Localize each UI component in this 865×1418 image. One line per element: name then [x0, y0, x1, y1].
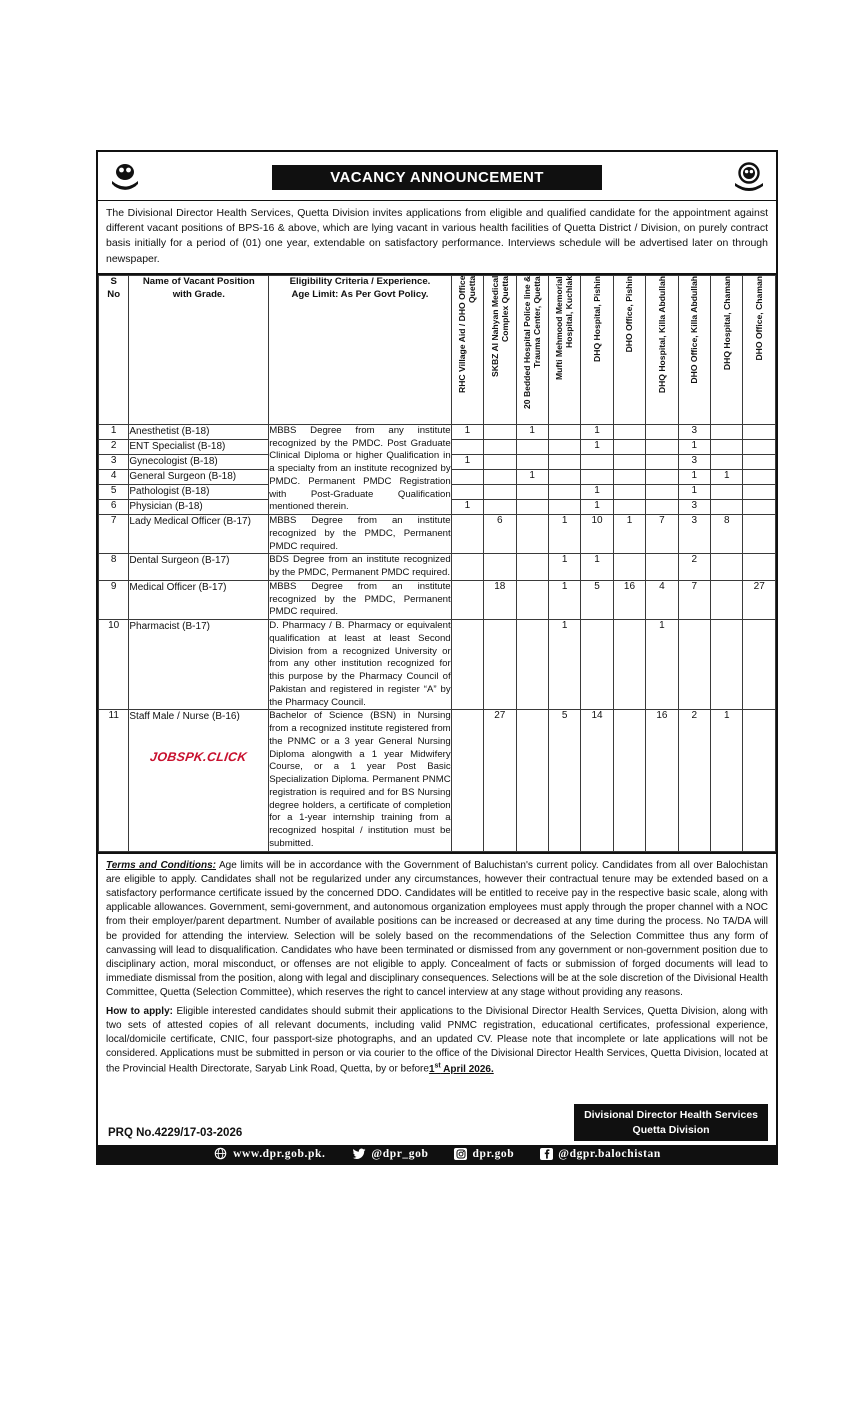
vacancy-count-cell: [743, 439, 776, 454]
vacancy-count-cell: [451, 710, 483, 851]
vacancy-count-cell: [613, 554, 645, 581]
row-position-name: Dental Surgeon (B-17): [129, 554, 269, 581]
website-label: www.dpr.gob.pk.: [233, 1147, 326, 1160]
deadline-ordinal: st: [434, 1062, 441, 1070]
instagram-icon: [454, 1148, 467, 1160]
vacancy-count-cell: 6: [484, 515, 516, 554]
vacancy-count-cell: 5: [548, 710, 580, 851]
vacancy-count-cell: [711, 554, 743, 581]
vacancy-count-cell: [516, 554, 548, 581]
row-position-name: Staff Male / Nurse (B-16) JOBSPK.CLICK: [129, 710, 269, 851]
row-position-name: ENT Specialist (B-18): [129, 439, 269, 454]
vacancy-count-cell: [743, 620, 776, 710]
vacancy-count-cell: 2: [678, 710, 710, 851]
how-to-apply-text: Eligible interested candidates should submit their applications to the Divisional Director Health Services, Quetta Division, along with two sets of attested copies of all relevant documents, including valid PNMC registration, educational certificates, professional experience, local/domicile certificate, CNIC, four passport-size photographs, and an updated CV. Please note that incomplete or late applications will not be considered. Applications must be submitted in person or via courier to the office of the Divisional Director Health Services, Quetta Division, located at the Provincial Health Directorate, Saryab Link Road, Quetta, by or before: [106, 1005, 768, 1075]
vacancy-count-cell: [451, 439, 483, 454]
row-serial-number: 3: [99, 454, 129, 469]
vacancy-count-cell: [711, 424, 743, 439]
facility-label: DHQ Hospital, Killa Abdullah: [656, 275, 667, 394]
column-header-facility-5: [613, 275, 645, 424]
vacancy-count-cell: [743, 710, 776, 851]
vacancy-count-cell: [646, 500, 678, 515]
vacancy-count-cell: [451, 580, 483, 619]
vacancy-count-cell: [451, 554, 483, 581]
row-serial-number: 5: [99, 485, 129, 500]
vacancy-count-cell: [484, 439, 516, 454]
vacancy-count-cell: 3: [678, 454, 710, 469]
row-serial-number: 7: [99, 515, 129, 554]
vacancy-count-cell: [743, 469, 776, 484]
vacancy-count-cell: 1: [451, 500, 483, 515]
column-header-position: Name of Vacant Position with Grade.: [129, 275, 269, 424]
vacancy-count-cell: [613, 469, 645, 484]
vacancy-count-cell: [743, 500, 776, 515]
vacancy-count-cell: [613, 454, 645, 469]
row-eligibility-criteria: Bachelor of Science (BSN) in Nursing from a recognized institute registered from the PNMC or a 3 year General Nursing Diploma alongwith a 1 year Midwifery Course, or a 1 year Post Basic Specialization Diploma. Permanent PNMC registration is required and for BS Nursing degree holders, a certificate of completion for a 1-year internship training from a recognized hospital / institution must be submitted.: [269, 710, 451, 851]
table-row: [99, 554, 776, 581]
vacancy-count-cell: [711, 485, 743, 500]
vacancy-count-cell: [451, 469, 483, 484]
facility-label: Mufti Mehmood Memorial Hospital, Kuchlak: [554, 275, 575, 380]
vacancy-count-cell: 16: [613, 580, 645, 619]
facility-label: DHQ Hospital, Pishin: [591, 275, 602, 362]
vacancy-count-cell: [613, 500, 645, 515]
authority-line-1: Divisional Director Health Services: [584, 1109, 758, 1122]
row-position-name: Lady Medical Officer (B-17): [129, 515, 269, 554]
vacancy-count-cell: [646, 439, 678, 454]
vacancy-advertisement: [96, 150, 778, 1165]
how-to-apply-label: How to apply:: [106, 1005, 173, 1017]
vacancy-count-cell: [516, 580, 548, 619]
instagram-label: dpr.gob: [472, 1147, 515, 1160]
vacancy-count-cell: [646, 469, 678, 484]
vacancy-count-cell: 1: [516, 469, 548, 484]
vacancy-count-cell: [548, 500, 580, 515]
vacancy-count-cell: [516, 710, 548, 851]
vacancy-count-cell: [516, 485, 548, 500]
vacancy-count-cell: [613, 710, 645, 851]
social-media-bar: [98, 1145, 776, 1163]
vacancy-count-cell: 1: [581, 424, 613, 439]
row-position-name: Gynecologist (B-18): [129, 454, 269, 469]
row-serial-number: 10: [99, 620, 129, 710]
vacancy-count-cell: [646, 454, 678, 469]
vacancy-count-cell: 7: [678, 580, 710, 619]
twitter-label: @dpr_gob: [371, 1147, 429, 1160]
vacancy-count-cell: [516, 515, 548, 554]
vacancy-count-cell: 1: [678, 485, 710, 500]
row-eligibility-criteria: MBBS Degree from any institute recognized by the PMDC. Post Graduate Clinical Diploma or higher Qualification in a specialty from an institute recognized by PMDC. Permanent PMDC Registration with Post-Graduate Qualification mentioned therein.: [269, 424, 451, 514]
row-eligibility-criteria: D. Pharmacy / B. Pharmacy or equivalent qualification at least at least Second Division from a recognized University or from any other institution recognized for this purpose by the Pharmacy Council of Pakistan and registered in register “A” by the Pharmacy Council.: [269, 620, 451, 710]
vacancy-count-cell: [516, 620, 548, 710]
authority-signature-block: [574, 1104, 768, 1140]
authority-line-2: Quetta Division: [632, 1123, 710, 1136]
column-header-eligibility: Eligibility Criteria / Experience. Age Limit: As Per Govt Policy.: [269, 275, 451, 424]
vacancy-count-cell: [484, 424, 516, 439]
vacancy-count-cell: [581, 469, 613, 484]
table-row: [99, 580, 776, 619]
twitter-icon: [351, 1148, 366, 1160]
vacancy-count-cell: [743, 454, 776, 469]
vacancy-count-cell: 1: [711, 710, 743, 851]
vacancy-count-cell: 1: [548, 580, 580, 619]
facility-label: DHQ Hospital, Chaman: [721, 275, 732, 370]
vacancy-count-cell: 7: [646, 515, 678, 554]
vacancy-count-cell: 1: [451, 424, 483, 439]
vacancy-count-cell: [646, 485, 678, 500]
vacancy-count-cell: [484, 454, 516, 469]
column-header-facility-2: [516, 275, 548, 424]
facility-label: DHO Office, Pishin: [624, 275, 635, 353]
vacancy-count-cell: [711, 620, 743, 710]
vacancy-count-cell: [516, 454, 548, 469]
social-link-twitter[interactable]: [351, 1148, 428, 1160]
deadline-number: 1: [428, 1063, 435, 1075]
vacancy-count-cell: 1: [678, 469, 710, 484]
column-header-facility-1: [484, 275, 516, 424]
column-header-facility-3: [548, 275, 580, 424]
row-eligibility-criteria: MBBS Degree from an institute recognized by the PMDC, Permanent PMDC required.: [269, 580, 451, 619]
vacancy-count-cell: [743, 424, 776, 439]
vacancy-count-cell: 27: [743, 580, 776, 619]
vacancy-count-cell: 1: [581, 439, 613, 454]
watermark-jobspk: JOBSPK.CLICK: [149, 750, 249, 765]
vacancy-table-body: [99, 424, 776, 851]
deadline-month-year: April 2026.: [440, 1063, 494, 1075]
row-serial-number: 2: [99, 439, 129, 454]
vacancy-count-cell: [451, 620, 483, 710]
deadline-date: [429, 1064, 494, 1075]
vacancy-count-cell: [484, 485, 516, 500]
row-serial-number: 8: [99, 554, 129, 581]
advertisement-header: [98, 152, 776, 201]
row-serial-number: 9: [99, 580, 129, 619]
vacancy-count-cell: 5: [581, 580, 613, 619]
column-header-facility-9: [743, 275, 776, 424]
terms-text: Age limits will be in accordance with the Government of Baluchistan's current policy. Candidates from all over Balochistan are eligible to apply. Candidates shall not be regularized under any circumstances, however their contractual tenure may be extended based on a satisfactory performance certificate issued by the concerned DDO. Candidates will be entitled to receive pay in the respective basic scale, along with applicable allowances. Government, semi-government, and autonomous organization employees must apply through the proper channel with a NOC from their employer/parent department. Number of available positions can be increased or decreased at any time during the process. No TA/DA will be provided for attending the interview. Selection will be solely based on the recommendations of the Selection Committee thus any form of canvassing will lead to disqualification. Candidates who have been terminated or dismissed from any government or non-government position due to disciplinary action, moral misconduct, or offenses are not eligible to apply. Concealment of facts or submission of forged documents will lead to immediate dismissal from the position, along with legal and disciplinary consequences. Selections will be at the sole discretion of the Divisional Health Committee, Quetta (Selection Committee), which reserves the right to cancel interview at any stage without providing any reasons.: [106, 859, 769, 999]
facebook-label: @dgpr.balochistan: [558, 1147, 661, 1160]
social-link-website[interactable]: [213, 1148, 325, 1160]
vacancy-count-cell: [451, 485, 483, 500]
vacancy-count-cell: [581, 620, 613, 710]
vacancy-count-cell: [516, 439, 548, 454]
vacancy-count-cell: [516, 500, 548, 515]
row-serial-number: 4: [99, 469, 129, 484]
row-position-name: Anesthetist (B-18): [129, 424, 269, 439]
facility-label: RHC Village Aid / DHO Office Quetta: [457, 275, 478, 394]
vacancy-count-cell: [646, 424, 678, 439]
vacancy-count-cell: [711, 454, 743, 469]
globe-icon: [213, 1148, 228, 1160]
vacancy-count-cell: [451, 515, 483, 554]
vacancy-count-cell: [613, 424, 645, 439]
column-header-facility-7: [678, 275, 710, 424]
how-to-apply-section: [98, 1005, 776, 1083]
vacancy-count-cell: 1: [581, 554, 613, 581]
terms-and-conditions: [98, 852, 776, 1005]
vacancy-count-cell: 1: [581, 485, 613, 500]
vacancy-count-cell: 1: [548, 554, 580, 581]
vacancy-count-cell: [548, 454, 580, 469]
vacancy-count-cell: [646, 554, 678, 581]
vacancy-count-cell: [678, 620, 710, 710]
row-serial-number: 1: [99, 424, 129, 439]
vacancy-count-cell: 27: [484, 710, 516, 851]
vacancy-count-cell: [743, 515, 776, 554]
table-row: [99, 710, 776, 851]
vacancy-count-cell: 3: [678, 424, 710, 439]
vacancy-count-cell: 3: [678, 515, 710, 554]
title-container: [146, 165, 728, 190]
vacancy-count-cell: 4: [646, 580, 678, 619]
vacancy-count-cell: [711, 500, 743, 515]
signature-zone: [98, 1083, 776, 1145]
vacancy-count-cell: [548, 469, 580, 484]
terms-label: Terms and Conditions:: [106, 859, 217, 871]
vacancy-count-cell: [548, 424, 580, 439]
balochistan-govt-emblem-icon: [104, 157, 146, 197]
facebook-icon: [540, 1148, 553, 1160]
table-row: [99, 620, 776, 710]
vacancy-count-cell: [484, 469, 516, 484]
vacancy-count-cell: [548, 485, 580, 500]
vacancy-count-cell: 2: [678, 554, 710, 581]
social-link-instagram[interactable]: [454, 1148, 514, 1160]
vacancy-count-cell: 1: [516, 424, 548, 439]
vacancy-count-cell: 10: [581, 515, 613, 554]
vacancy-count-cell: 14: [581, 710, 613, 851]
column-header-facility-8: [711, 275, 743, 424]
vacancy-count-cell: [743, 554, 776, 581]
row-position-name: Physician (B-18): [129, 500, 269, 515]
vacancy-count-cell: [613, 620, 645, 710]
vacancy-count-cell: [484, 500, 516, 515]
vacancy-count-cell: 3: [678, 500, 710, 515]
vacancy-count-cell: 18: [484, 580, 516, 619]
table-row: [99, 424, 776, 439]
vacancy-count-cell: [581, 454, 613, 469]
row-eligibility-criteria: MBBS Degree from an institute recognized by the PMDC, Permanent PMDC required.: [269, 515, 451, 554]
vacancy-count-cell: [484, 620, 516, 710]
vacancy-count-cell: [743, 485, 776, 500]
vacancy-count-cell: 1: [548, 515, 580, 554]
row-position-name: Pharmacist (B-17): [129, 620, 269, 710]
facility-label: 20 Bedded Hospital Police line & Trauma Center, Quetta: [522, 275, 543, 410]
table-header-row: [99, 275, 776, 424]
vacancy-count-cell: [484, 554, 516, 581]
facility-label: DHO Office, Chaman: [754, 275, 765, 361]
prq-reference: PRQ No.4229/17-03-2026: [108, 1126, 243, 1139]
row-serial-number: 11: [99, 710, 129, 851]
row-position-name: Medical Officer (B-17): [129, 580, 269, 619]
row-position-name: General Surgeon (B-18): [129, 469, 269, 484]
facility-label: SKBZ Al Nahyan Medical Complex Quetta: [489, 275, 510, 378]
vacancy-count-cell: 1: [613, 515, 645, 554]
vacancy-count-cell: [613, 485, 645, 500]
column-header-sno: S No: [99, 275, 129, 424]
vacancy-count-cell: [548, 439, 580, 454]
page-title: VACANCY ANNOUNCEMENT: [272, 165, 602, 190]
facility-label: DHO Office, Killa Abdullah: [689, 275, 700, 384]
introduction-paragraph: The Divisional Director Health Services, Quetta Division invites applications from eligible and qualified candidate for the appointment against different vacant positions of BPS-16 & above, which are lying vacant in various health facilities of Quetta District / Division, on purely contract basis initially for a period of (01) one year, extendable on satisfactory performance. Interviews schedule will be advertised later on through newspaper.: [98, 201, 776, 275]
vacancy-count-cell: [613, 439, 645, 454]
vacancy-count-cell: 1: [451, 454, 483, 469]
row-position-name: Pathologist (B-18): [129, 485, 269, 500]
vacancy-count-cell: 1: [581, 500, 613, 515]
table-row: [99, 515, 776, 554]
column-header-facility-4: [581, 275, 613, 424]
health-department-emblem-icon: [728, 157, 770, 197]
vacancy-count-cell: [711, 439, 743, 454]
column-header-facility-6: [646, 275, 678, 424]
vacancy-count-cell: [711, 580, 743, 619]
vacancy-count-cell: 1: [678, 439, 710, 454]
row-eligibility-criteria: BDS Degree from an institute recognized by the PMDC, Permanent PMDC required.: [269, 554, 451, 581]
vacancy-count-cell: 1: [646, 620, 678, 710]
vacancy-count-cell: 8: [711, 515, 743, 554]
vacancy-count-cell: 16: [646, 710, 678, 851]
column-header-facility-0: [451, 275, 483, 424]
vacancy-count-cell: 1: [548, 620, 580, 710]
row-serial-number: 6: [99, 500, 129, 515]
vacancy-table: [98, 275, 776, 852]
vacancy-count-cell: 1: [711, 469, 743, 484]
social-link-facebook[interactable]: [540, 1148, 661, 1160]
